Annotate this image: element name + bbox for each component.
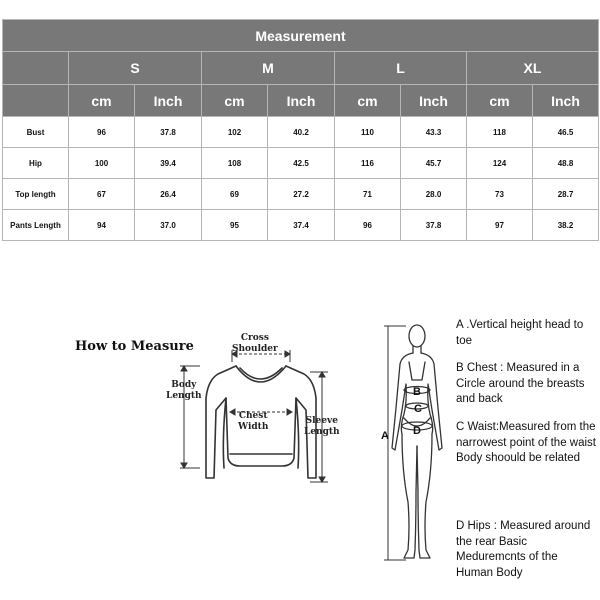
table-cell: 96	[335, 210, 401, 241]
table-cell: 102	[202, 117, 268, 148]
corner-cell	[3, 52, 69, 85]
unit-header: cm	[69, 85, 135, 117]
row-label: Bust	[3, 117, 69, 148]
table-cell: 26.4	[135, 179, 202, 210]
table-cell: 108	[202, 148, 268, 179]
table-row	[3, 210, 599, 241]
unit-header: cm	[467, 85, 533, 117]
label-line: Length	[166, 391, 202, 401]
table-cell: 28.7	[533, 179, 599, 210]
table-row	[3, 179, 599, 210]
cross-shoulder-label	[232, 333, 278, 355]
table-cell: 48.8	[533, 148, 599, 179]
letter-c: C	[414, 403, 422, 415]
unit-header: cm	[335, 85, 401, 117]
table-row	[3, 117, 599, 148]
table-cell: 116	[335, 148, 401, 179]
body-figure	[382, 322, 452, 564]
table-cell: 39.4	[135, 148, 202, 179]
label-line: Shoulder	[232, 344, 278, 354]
body-length-label	[166, 380, 202, 402]
table-cell: 46.5	[533, 117, 599, 148]
table-cell: 43.3	[401, 117, 467, 148]
row-label: Top length	[3, 179, 69, 210]
table-cell: 95	[202, 210, 268, 241]
table-cell: 124	[467, 148, 533, 179]
table-cell: 40.2	[268, 117, 335, 148]
table-cell: 42.5	[268, 148, 335, 179]
letter-d: D	[413, 425, 421, 437]
table-cell: 69	[202, 179, 268, 210]
label-line: Chest	[238, 411, 268, 421]
row-label: Pants Length	[3, 210, 69, 241]
table-cell: 37.4	[268, 210, 335, 241]
table-cell: 100	[69, 148, 135, 179]
description-a: A .Vertical height head to toe	[456, 319, 584, 347]
table-row	[3, 148, 599, 179]
label-line: Width	[238, 422, 269, 432]
size-table	[2, 19, 599, 241]
table-cell: 110	[335, 117, 401, 148]
size-header-s: S	[69, 52, 202, 85]
table-cell: 28.0	[401, 179, 467, 210]
description-d: D Hips : Measured around the rear Basic Meduremcnts of the Human Body	[456, 520, 591, 579]
row-label: Hip	[3, 148, 69, 179]
table-title: Measurement	[3, 20, 599, 52]
table-cell: 118	[467, 117, 533, 148]
table-cell: 37.8	[135, 117, 202, 148]
table-cell: 45.7	[401, 148, 467, 179]
description-b: B Chest : Measured in a Circle around the breasts and back	[456, 362, 585, 405]
label-line: Cross	[240, 333, 269, 343]
unit-header: Inch	[268, 85, 335, 117]
chest-width-label	[238, 411, 268, 433]
letter-b: B	[413, 386, 421, 398]
table-cell: 37.8	[401, 210, 467, 241]
unit-header: Inch	[401, 85, 467, 117]
label-line: Length	[304, 427, 340, 437]
table-cell: 73	[467, 179, 533, 210]
sleeve-length-label	[304, 416, 340, 438]
unit-header: Inch	[533, 85, 599, 117]
size-header-l: L	[335, 52, 467, 85]
size-header-m: M	[202, 52, 335, 85]
unit-header: cm	[202, 85, 268, 117]
corner-cell	[3, 85, 69, 117]
table-cell: 97	[467, 210, 533, 241]
table-cell: 96	[69, 117, 135, 148]
table-cell: 38.2	[533, 210, 599, 241]
table-cell: 94	[69, 210, 135, 241]
table-cell: 71	[335, 179, 401, 210]
label-line: Body	[171, 380, 197, 390]
table-cell: 27.2	[268, 179, 335, 210]
letter-a: A	[381, 430, 389, 442]
table-cell: 37.0	[135, 210, 202, 241]
table-cell: 67	[69, 179, 135, 210]
label-line: Sleeve	[305, 416, 338, 426]
size-header-xl: XL	[467, 52, 599, 85]
how-to-measure-title: How to Measure	[75, 339, 194, 354]
unit-header: Inch	[135, 85, 202, 117]
description-c: C Waist:Measured from the narrowest point of the waist Body shoould be related	[456, 421, 596, 464]
